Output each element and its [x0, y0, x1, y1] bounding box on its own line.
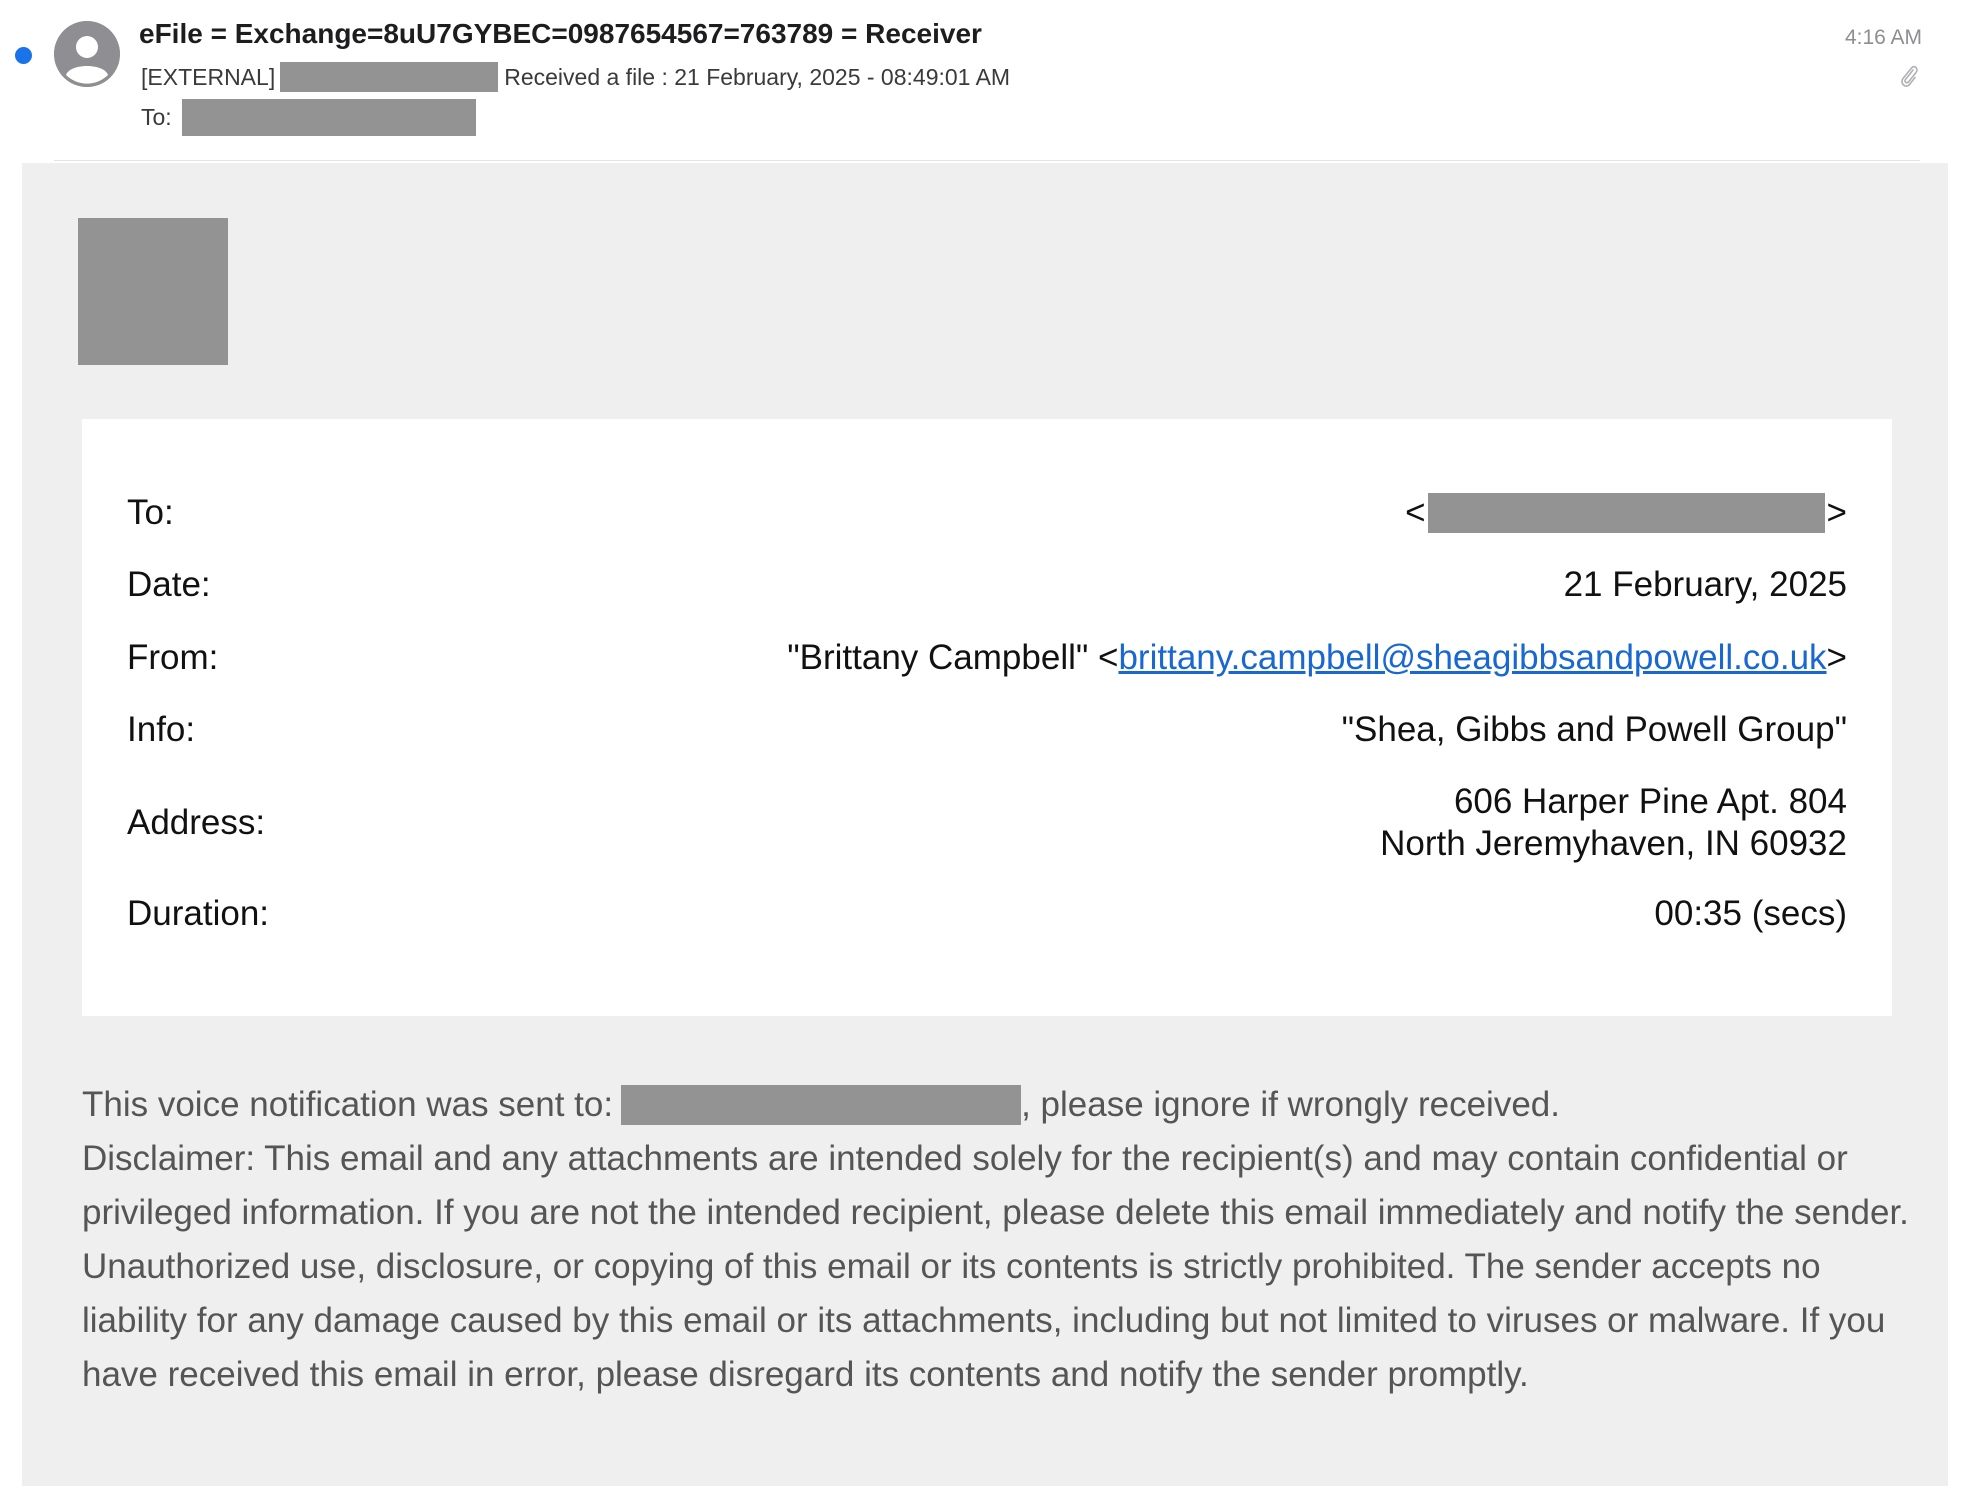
address-row: [127, 781, 1847, 865]
voicemail-details-card: [82, 419, 1892, 1016]
address-line-1: 606 Harper Pine Apt. 804: [1453, 782, 1847, 821]
recipient-line: [141, 99, 476, 136]
redacted-recipient: [182, 99, 476, 136]
notification-line: [82, 1078, 1912, 1132]
date-field-value: 21 February, 2025: [1563, 565, 1847, 604]
info-field-label: Info:: [127, 710, 196, 749]
date-row: [127, 563, 1847, 607]
from-close-bracket: >: [1826, 638, 1847, 677]
info-field-value: "Shea, Gibbs and Powell Group": [1341, 710, 1847, 749]
sender-line: [141, 62, 1010, 92]
external-tag: [EXTERNAL]: [141, 63, 276, 90]
redacted-sender: [280, 62, 498, 92]
person-icon: [54, 21, 120, 87]
duration-field-label: Duration:: [127, 894, 270, 933]
address-field-value: [1380, 781, 1847, 865]
email-footer: [82, 1078, 1912, 1402]
unread-indicator: [15, 47, 32, 64]
from-field-label: From:: [127, 638, 219, 677]
email-body: [22, 163, 1948, 1486]
email-subject: eFile = Exchange=8uU7GYBEC=0987654567=763789 = Receiver: [139, 18, 982, 49]
notice-prefix: This voice notification was sent to:: [82, 1085, 614, 1124]
paperclip-icon[interactable]: [1898, 63, 1920, 89]
from-email-link[interactable]: brittany.campbell@sheagibbsandpowell.co.uk: [1118, 638, 1827, 677]
header-divider: [54, 160, 1920, 161]
received-time: 4:16 AM: [1844, 26, 1922, 49]
redacted-to-address: [1428, 493, 1825, 533]
to-label: To:: [141, 104, 172, 130]
date-field-label: Date:: [127, 565, 211, 604]
address-field-label: Address:: [127, 803, 266, 842]
message-header[interactable]: [0, 0, 1962, 160]
from-row: [127, 636, 1847, 680]
notice-suffix: , please ignore if wrongly received.: [1021, 1085, 1560, 1124]
redacted-logo: [78, 218, 228, 365]
to-field-value: [1405, 493, 1847, 533]
from-name: "Brittany Campbell" <: [787, 638, 1119, 677]
duration-row: [127, 892, 1847, 936]
address-line-2: North Jeremyhaven, IN 60932: [1380, 824, 1847, 863]
disclaimer-text: Disclaimer: This email and any attachments are intended solely for the recipient(s) and may contain confidential or privileged information. If you are not the intended recipient, please delete this email immediately and notify the sender. Unauthorized use, disclosure, or copying of this email or its contents is strictly prohibited. The sender accepts no liability for any damage caused by this email or its attachments, including but not limited to viruses or malware. If you have received this email in error, please disregard its contents and notify the sender promptly.: [82, 1139, 1909, 1394]
to-row: [127, 491, 1847, 535]
redacted-notice-recipient: [621, 1085, 1021, 1125]
info-row: [127, 708, 1847, 752]
email-preview: Received a file : 21 February, 2025 - 08:49:01 AM: [504, 63, 1011, 90]
from-field-value: [787, 638, 1847, 678]
close-bracket: >: [1826, 493, 1847, 532]
open-bracket: <: [1405, 493, 1426, 532]
to-field-label: To:: [127, 493, 174, 532]
duration-field-value: 00:35 (secs): [1654, 894, 1847, 933]
